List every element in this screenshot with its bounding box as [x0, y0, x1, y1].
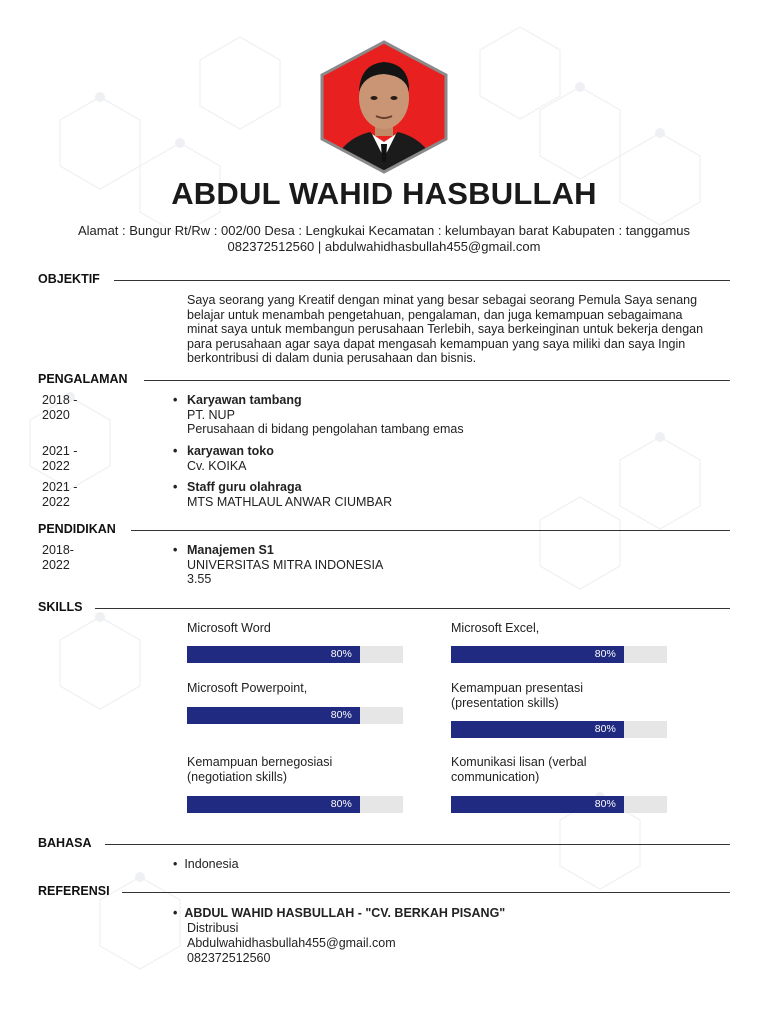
- divider: [95, 608, 730, 609]
- full-name: ABDUL WAHID HASBULLAH: [171, 176, 597, 211]
- divider: [144, 380, 730, 381]
- section-objektif: [38, 272, 730, 288]
- reference-role: Distribusi: [187, 921, 239, 935]
- experience-company: PT. NUP: [187, 407, 235, 422]
- skill-name: Microsoft Word: [187, 621, 271, 635]
- skill-percent: 80%: [594, 723, 616, 735]
- skill-name: Kemampuan bernegosiasi (negotiation skills): [187, 755, 333, 784]
- skill-percent: 80%: [330, 798, 352, 810]
- experience-years: 2018 - 2020: [42, 393, 78, 422]
- section-title: PENGALAMAN: [38, 372, 128, 386]
- skill-bar: [451, 721, 667, 738]
- skill-percent: 80%: [330, 709, 352, 721]
- address: Alamat : Bungur Rt/Rw : 002/00 Desa : Lengkukai Kecamatan : kelumbayan barat Kabupaten : tanggamus: [77, 223, 691, 238]
- bullet-icon: •: [173, 444, 178, 458]
- skill-bar: [187, 707, 403, 724]
- section-bahasa: [38, 836, 730, 852]
- skill-bar-fill: [187, 796, 360, 813]
- section-title: OBJEKTIF: [38, 272, 100, 286]
- reference-item: [173, 906, 505, 966]
- skill-name: Microsoft Excel,: [451, 621, 540, 635]
- skill-name: Kemampuan presentasi (presentation skills): [451, 681, 584, 710]
- section-title: PENDIDIKAN: [38, 522, 116, 536]
- reference-email: Abdulwahidhasbullah455@gmail.com: [187, 936, 396, 950]
- section-title: SKILLS: [38, 600, 83, 614]
- skill-bar-fill: [451, 721, 624, 738]
- skill-bar: [187, 646, 403, 663]
- experience-years: 2021 - 2022: [42, 480, 78, 509]
- skill-percent: 80%: [594, 798, 616, 810]
- experience-desc: Perusahaan di bidang pengolahan tambang emas: [187, 422, 464, 437]
- skill-bar: [187, 796, 403, 813]
- language-name: Indonesia: [184, 857, 239, 871]
- skill-bar-fill: [187, 646, 360, 663]
- contact-info: [40, 223, 728, 255]
- experience-company: Cv. KOIKA: [187, 458, 247, 473]
- bullet-icon: •: [173, 393, 178, 407]
- section-referensi: [38, 884, 730, 900]
- experience-role: Staff guru olahraga: [187, 480, 302, 494]
- education-years: 2018- 2022: [42, 543, 74, 572]
- language-item: [173, 857, 239, 871]
- education-school: UNIVERSITAS MITRA INDONESIA: [187, 557, 384, 572]
- experience-company: MTS MATHLAUL ANWAR CIUMBAR: [187, 494, 393, 509]
- skill-percent: 80%: [330, 648, 352, 660]
- skill-bar: [451, 796, 667, 813]
- reference-phone: 082372512560: [187, 951, 271, 965]
- divider: [131, 530, 730, 531]
- divider: [122, 892, 730, 893]
- section-title: REFERENSI: [38, 884, 110, 898]
- bullet-icon: •: [173, 906, 185, 920]
- objective-text: Saya seorang yang Kreatif dengan minat yang besar sebagai seorang Pemula Saya senang belajar untuk menambah pengetahuan, pengalaman, dan juga kemampuan sebagaimana minat saya untuk membangun perusahaan Terlebih, saya berkeinginan untuk bekerja dengan para perusahaan agar saya dapat mengasah kemampuan yang saya miliki dan saya Ingin berkontribusi di dalam dunia perusahaan dan bisnis.: [187, 293, 704, 366]
- profile-photo: [320, 40, 448, 174]
- skill-name: Komunikasi lisan (verbal communication): [451, 755, 587, 784]
- section-pengalaman: [38, 372, 730, 388]
- skill-bar-fill: [187, 707, 360, 724]
- skill-percent: 80%: [594, 648, 616, 660]
- education-gpa: 3.55: [187, 572, 212, 587]
- divider: [105, 844, 730, 845]
- section-pendidikan: [38, 522, 730, 538]
- experience-role: Karyawan tambang: [187, 393, 302, 407]
- skill-bar-fill: [451, 796, 624, 813]
- reference-name: ABDUL WAHID HASBULLAH - "CV. BERKAH PISANG": [184, 906, 506, 920]
- bullet-icon: •: [173, 543, 178, 557]
- section-skills: [38, 600, 730, 616]
- experience-years: 2021 - 2022: [42, 444, 78, 473]
- experience-role: karyawan toko: [187, 444, 274, 458]
- skill-bar-fill: [451, 646, 624, 663]
- education-degree: Manajemen S1: [187, 543, 274, 557]
- skill-bar: [451, 646, 667, 663]
- skill-name: Microsoft Powerpoint,: [187, 681, 308, 695]
- bullet-icon: •: [173, 480, 178, 494]
- section-title: BAHASA: [38, 836, 92, 850]
- bullet-icon: •: [173, 857, 185, 871]
- divider: [114, 280, 730, 281]
- phone-email: 082372512560 | abdulwahidhasbullah455@gmail.com: [227, 239, 541, 254]
